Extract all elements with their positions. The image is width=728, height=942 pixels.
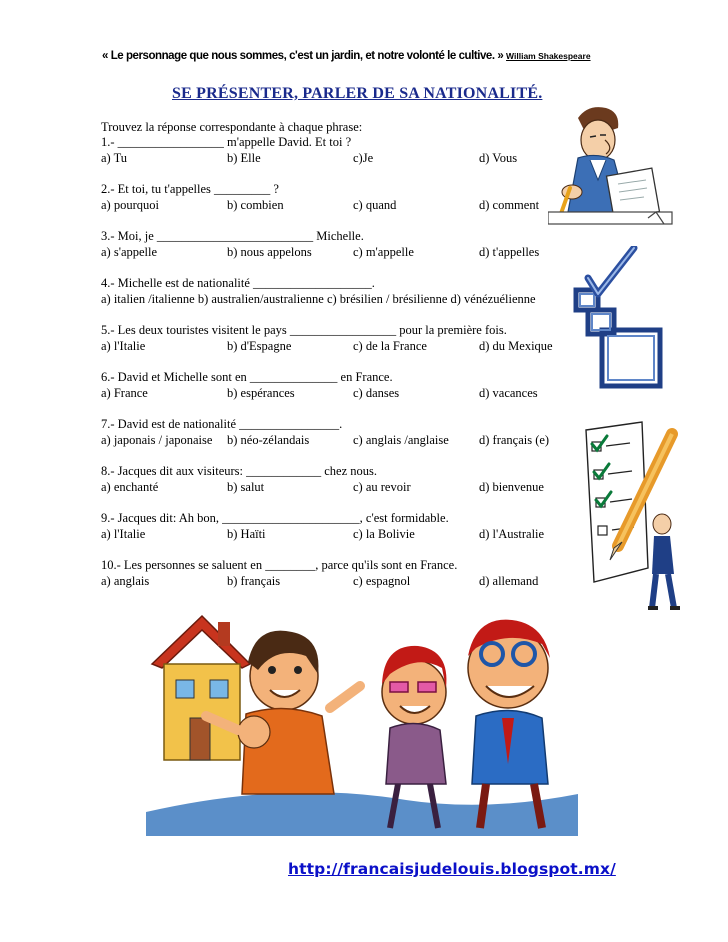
checklist-pencil-clipart: [578, 418, 686, 614]
question-8: 8.- Jacques dit aux visiteurs: ____________ chez nous.: [101, 464, 377, 478]
option-1d: d) Vous: [479, 151, 518, 165]
option-9c: c) la Bolivie: [353, 527, 415, 541]
man-writing-clipart: [548, 100, 674, 228]
option-9a: a) l'Italie: [101, 527, 146, 541]
option-6c: c) danses: [353, 386, 400, 400]
page-title: SE PRÉSENTER, PARLER DE SA NATIONALITÉ.: [172, 85, 543, 102]
question-5: 5.- Les deux touristes visitent le pays _________________ pour la première fois.: [101, 323, 507, 337]
option-5c: c) de la France: [353, 339, 427, 353]
blog-url-link[interactable]: http://francaisjudelouis.blogspot.mx/: [288, 860, 616, 878]
question-10: 10.- Les personnes se saluent en ________, parce qu'ils sont en France.: [101, 558, 458, 572]
option-8c: c) au revoir: [353, 480, 411, 494]
question-2: 2.- Et toi, tu t'appelles _________ ?: [101, 182, 279, 196]
question-1: 1.- _________________ m'appelle David. Et toi ?: [101, 135, 352, 149]
option-1a: a) Tu: [101, 151, 128, 165]
options-4: a) italien /italienne b) australien/australienne c) brésilien / brésilienne d) vénézuélienne: [101, 292, 536, 306]
option-6d: d) vacances: [479, 386, 538, 400]
option-5a: a) l'Italie: [101, 339, 146, 353]
option-7c: c) anglais /anglaise: [353, 433, 449, 447]
question-6: 6.- David et Michelle sont en ______________ en France.: [101, 370, 393, 384]
option-7b: b) néo-zélandais: [227, 433, 310, 447]
question-4: 4.- Michelle est de nationalité ___________________.: [101, 276, 375, 290]
option-6a: a) France: [101, 386, 148, 400]
option-3b: b) nous appelons: [227, 245, 312, 259]
option-8d: d) bienvenue: [479, 480, 544, 494]
option-7a: a) japonais / japonaise: [101, 433, 213, 447]
option-5b: b) d'Espagne: [227, 339, 292, 353]
option-8b: b) salut: [227, 480, 265, 494]
option-10a: a) anglais: [101, 574, 150, 588]
option-2a: a) pourquoi: [101, 198, 159, 212]
option-9d: d) l'Australie: [479, 527, 545, 541]
option-1b: b) Elle: [227, 151, 261, 165]
option-2c: c) quand: [353, 198, 397, 212]
option-2b: b) combien: [227, 198, 284, 212]
family-travellers-clipart: [146, 604, 578, 836]
quote-author: William Shakespeare: [506, 51, 591, 61]
option-7d: d) français (e): [479, 433, 550, 447]
header-quote: [102, 50, 591, 62]
option-9b: b) Haïti: [227, 527, 266, 541]
quote-text: « Le personnage que nous sommes, c'est un jardin, et notre volonté le cultive. »: [102, 50, 504, 62]
option-6b: b) espérances: [227, 386, 295, 400]
option-3c: c) m'appelle: [353, 245, 414, 259]
option-10d: d) allemand: [479, 574, 539, 588]
option-2d: d) comment: [479, 198, 540, 212]
question-3: 3.- Moi, je _________________________ Michelle.: [101, 229, 364, 243]
option-8a: a) enchanté: [101, 480, 159, 494]
option-3d: d) t'appelles: [479, 245, 540, 259]
option-10c: c) espagnol: [353, 574, 411, 588]
option-3a: a) s'appelle: [101, 245, 158, 259]
option-1c: c)Je: [353, 151, 374, 165]
checkbox-list-clipart: [566, 246, 682, 394]
question-7: 7.- David est de nationalité ________________.: [101, 417, 343, 431]
option-10b: b) français: [227, 574, 281, 588]
instruction: Trouvez la réponse correspondante à chaque phrase:: [101, 120, 363, 134]
question-9: 9.- Jacques dit: Ah bon, ______________________, c'est formidable.: [101, 511, 449, 525]
option-5d: d) du Mexique: [479, 339, 553, 353]
